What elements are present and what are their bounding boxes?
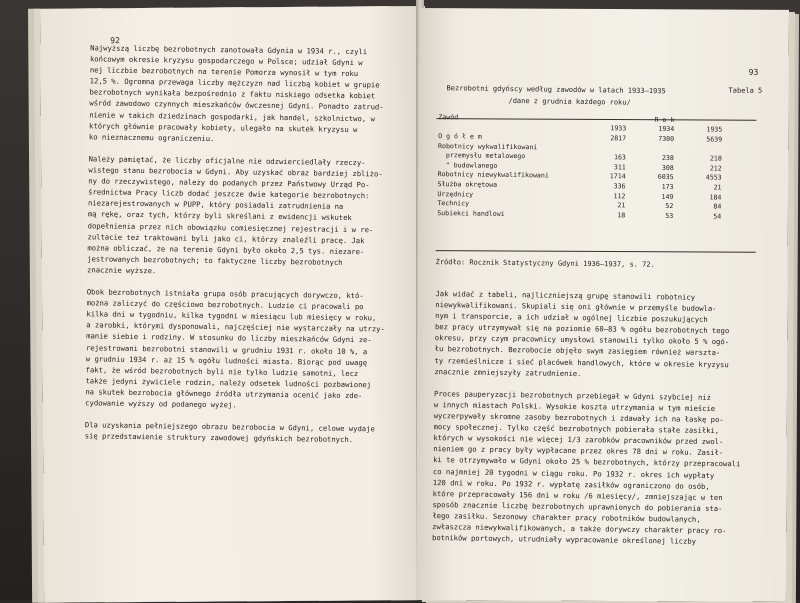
table-row-label: O g ó ł e m xyxy=(438,132,482,141)
text-line: można zaliczyć do częściowo bezrobotnych. Ludzie ci pracowali po xyxy=(86,298,364,312)
text-line: zwłaszcza niewykwalifikowanych, a także dorywczy charakter pracy ro- xyxy=(432,522,727,536)
table-cell: 5639 xyxy=(706,135,723,144)
text-line: znacznie wyższe. xyxy=(87,265,157,276)
text-line: mocy społecznej. Tylko część bezrobotnych pobierała stałe zasiłki, xyxy=(433,422,720,436)
text-line: Obok bezrobotnych istniała grupa osób pracujących dorywczo, któ- xyxy=(86,287,364,301)
right-page xyxy=(416,8,789,602)
table-bottom-rule xyxy=(436,250,756,253)
open-book xyxy=(12,0,792,600)
table-cell: 1714 xyxy=(609,172,626,181)
table-cell: 7300 xyxy=(658,134,675,143)
table-cell: 173 xyxy=(661,182,674,191)
text-line: kilka dni w tygodniu, kilka tygodni w miesiącu lub miesięcy w roku, xyxy=(86,309,377,323)
table-cell: 52 xyxy=(665,202,674,211)
table-cell: 54 xyxy=(713,212,722,221)
table-cell: 218 xyxy=(709,154,722,163)
unemployment-table xyxy=(435,112,724,221)
text-line: 120 dni w roku. Po 1932 r. wypłatę zasiłków ograniczono do osób, xyxy=(432,477,710,491)
text-line: które przepracowały 156 dni w roku /6 miesięcy/, zmniejszając w ten xyxy=(432,488,723,502)
table-row-label: Robotnicy wykwalifikowani xyxy=(437,141,538,151)
table-year: 1934 xyxy=(658,125,675,134)
table-row-label: Technicy xyxy=(437,199,470,208)
text-line: Jak widać z tabeli, najliczniejszą grupę stanowili robotnicy xyxy=(435,289,696,302)
text-line: a zarobki, którymi dysponowali, najczęściej nie wystarczały na utrzy- xyxy=(86,320,385,334)
table-row-label: Urzędnicy xyxy=(437,189,474,199)
table-cell: 149 xyxy=(661,192,674,201)
table-cell: 21 xyxy=(713,183,722,192)
text-line: łego zasiłku. Sezonowy charakter pracy robotników budowlanych, xyxy=(432,510,701,524)
table-cell: 6035 xyxy=(657,173,674,182)
table-source: Źródło: Rocznik Statystyczny Gdyni 1936–1937, s. 72. xyxy=(435,258,655,269)
text-line: ko nieznacznemu ograniczeniu. xyxy=(88,132,215,143)
right-page-number: 93 xyxy=(748,67,759,77)
text-line: manie siebie i rodziny. W stosunku do liczby mieszkańców Gdyni ze- xyxy=(86,331,372,345)
text-line: Najwyższą liczbę bezrobotnych zanotowała Gdynia w 1934 r., czyli xyxy=(90,43,368,57)
text-line: w grudniu 1934 r. aż 15 % ogółu ludności miasta. Biorąc pod uwagę xyxy=(85,353,368,367)
table-year-group: R o k xyxy=(654,115,675,124)
text-line: średnictwa Pracy liczb dodać jeszcze dwie kategorie bezrobotnych: xyxy=(88,187,370,201)
text-line: botników portowych, utrudniały wypracowanie określonej liczby xyxy=(431,533,697,546)
table-subtitle: /dane z grudnia każdego roku/ xyxy=(508,96,631,107)
table-cell: 184 xyxy=(709,192,722,202)
text-line: Proces pauperyzacji bezrobotnych przebiegał w Gdyni szybciej niż xyxy=(434,388,712,402)
table-cell: 21 xyxy=(617,201,626,210)
table-cell: 336 xyxy=(613,182,626,191)
text-line: można obliczać, że na terenie Gdyni było około 2,5 tys. niezare- xyxy=(87,243,365,256)
text-line: znacznie zmniejszyły zatrudnienie. xyxy=(434,366,582,378)
text-line: wśród zawodowo czynnych mieszkańców ówczesnej Gdyni. Ponadto zatrud- xyxy=(89,98,384,112)
text-line: ny do rzeczywistego, należy do podanych przez Państwowy Urząd Po- xyxy=(88,176,370,190)
text-line: co najmniej 20 tygodni w ciągu roku. Po 1932 r. okres ich wypłaty xyxy=(432,466,715,480)
text-line: łu bezrobotnych. Bezrobocie objęło swym zasięgiem również warszta- xyxy=(434,344,721,358)
text-line: niewykwalifikowani. Skupiali się oni głównie w przemyśle budowla- xyxy=(435,300,717,314)
text-line: także jedyni żywiciele rodzin, należy odsetek ludności pozbawionej xyxy=(85,376,372,390)
table-row-label: " budowlanego xyxy=(437,160,498,170)
text-line: których głównie pracowały kobiety, ulegało na skutek kryzysu w xyxy=(89,120,358,134)
table-cell xyxy=(580,143,628,153)
text-line: bez pracy utrzymywał się na poziomie 60–83 % ogółu bezrobotnych tego xyxy=(434,322,730,336)
text-line: na skutek bezrobocia głównego źródła utrzymania ocenić jako zde- xyxy=(85,387,363,401)
table-row-label: Robotnicy niewykwalifikowani xyxy=(437,170,549,180)
table-cell: 84 xyxy=(713,202,722,211)
text-line: wyczerpywały skromne zasoby bezrobotnych i zdawały ich na łaskę po- xyxy=(433,411,724,425)
text-line: Należy pamiętać, że liczby oficjalne nie odzwierciedlały rzeczy- xyxy=(88,154,366,168)
text-line: sposób znacznie liczbę bezrobotnych uprawnionych do pobierania sta- xyxy=(432,499,723,513)
text-line: ty rzemieślnicze i sieć placówek handlowych, które w okresie kryzysu xyxy=(434,355,729,369)
text-line: nienie w takich dziedzinach gospodarki, jak handel, szkolnictwo, w xyxy=(89,109,375,123)
left-page xyxy=(40,6,429,603)
text-line: niezarejestrowanych w PUPP, który posiadali zatrudnienia na xyxy=(87,198,344,212)
text-line: jestrowanych bezrobotnych; to faktyczne liczby bezrobotnych xyxy=(87,254,343,267)
table-cell: 53 xyxy=(665,211,674,220)
left-page-body xyxy=(85,42,389,446)
text-line: dopełnienia przez nich obowiązku comiesięcznej rejestracji i w re- xyxy=(87,220,374,234)
text-line: ki te otrzymywało w Gdyni około 25 % bezrobotnych, którzy przepracowali xyxy=(433,455,741,469)
text-line: cydowanie wyższy od podanego wyżej. xyxy=(85,398,237,410)
text-line: okresu, przy czym pracownicy umysłowi stanowili tylko około 5 % ogó- xyxy=(434,333,730,347)
text-line: w innych miastach Polski. Wysokie koszta utrzymania w tym mieście xyxy=(433,400,716,413)
table-cell: 4553 xyxy=(705,173,722,182)
text-line: bezrobotnych wynikała bezpośrednio z faktu niskiego odsetka kobiet xyxy=(89,87,376,101)
table-year: 1935 xyxy=(706,125,723,134)
text-line: nieniem go z pracy były wypłacane przez okres 78 dni w roku. Zasił- xyxy=(433,444,724,458)
table-cell: 308 xyxy=(661,163,674,172)
text-line: rejestrowani bezrobotni stanowili w grudniu 1931 r. około 10 %, a xyxy=(85,342,368,356)
table-cell: 212 xyxy=(709,164,722,173)
text-line: mą rękę, oraz tych, którzy byli skreślani z ewidencji wskutek xyxy=(87,209,352,223)
table-cell: 2817 xyxy=(610,134,627,143)
text-line: 12,5 %. Ogromna przewaga liczby mężczyzn nad liczbą kobiet w grupie xyxy=(89,76,380,90)
left-page-number: 92 xyxy=(110,36,120,46)
text-line: których w wysokości nie więcej 1/3 zarobków pracowników przed zwol- xyxy=(433,433,724,447)
table-cell xyxy=(676,144,724,154)
table-cell: 311 xyxy=(613,163,626,172)
table-number: Tabela 5 xyxy=(728,86,763,95)
text-line: wistego stanu bezrobocia w Gdyni. Aby uzyskać obraz bardziej zbliżo- xyxy=(88,165,383,179)
table-year: 1933 xyxy=(610,124,627,133)
table-cell xyxy=(628,143,676,153)
table-row-label: przemysłu metalowego xyxy=(437,151,526,161)
table-row-label: Subiekci handlowi xyxy=(437,208,505,218)
table-col-label: Zawód xyxy=(438,112,459,122)
text-line: się przedstawienie struktury zawodowej gdyńskich bezrobotnych. xyxy=(84,431,354,445)
text-line: zultacie też traktowani byli jako ci, którzy znaleźli pracę. Jak xyxy=(87,231,365,245)
text-line: Dla uzyskania pełniejszego obrazu bezrobocia w Gdyni, celowe wydaje xyxy=(84,420,375,434)
text-line: nej liczbie bezrobotnych na terenie Pomorza wynosił w tym roku xyxy=(89,65,359,79)
table-cell: 163 xyxy=(613,153,626,162)
text-line: fakt, że wśród bezrobotnych byli nie tylko ludzie samotni, lecz xyxy=(85,365,359,378)
table-cell: 112 xyxy=(613,191,626,200)
text-line: nym i transporcie, a ich udział w ogólnej liczbie poszukujących xyxy=(435,311,708,325)
table-row-label: Służba okrętowa xyxy=(437,180,498,189)
right-page-body xyxy=(432,288,743,547)
table-title: Bezrobotni gdyńscy według zawodów w latach 1933–1935 xyxy=(446,84,666,96)
table-cell: 18 xyxy=(617,211,626,220)
table-cell: 238 xyxy=(661,154,674,163)
text-line: końcowym okresie kryzysu gospodarczego w Polsce; udział Gdyni w xyxy=(89,54,363,68)
